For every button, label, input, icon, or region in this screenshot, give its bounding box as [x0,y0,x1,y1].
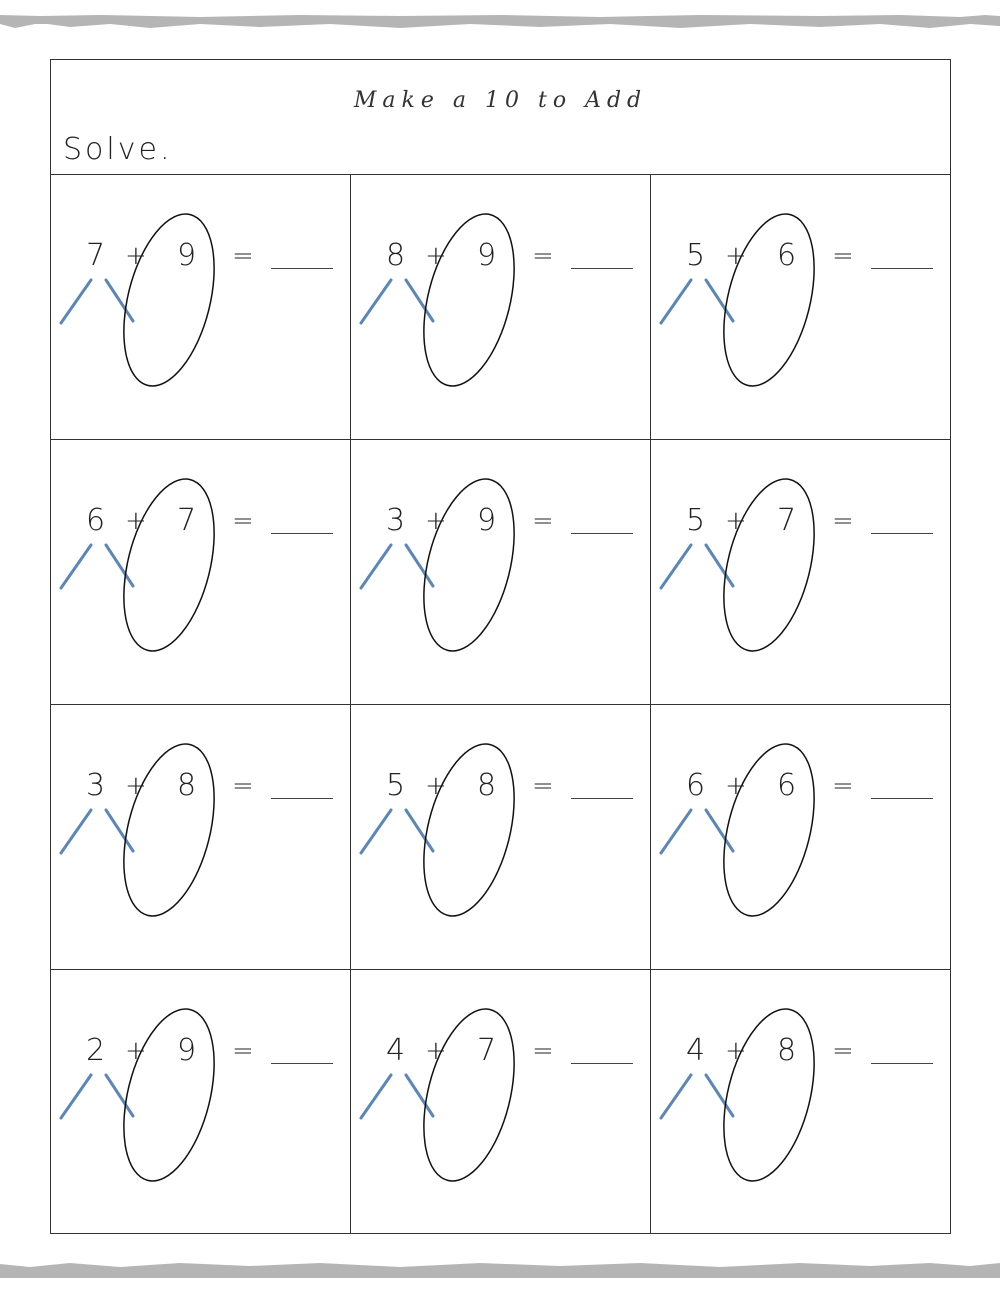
split-branch-left [361,1075,391,1118]
make-ten-diagram [51,705,351,970]
problem-grid [51,175,950,1233]
make-ten-diagram [51,970,351,1233]
equals-sign: = [832,506,854,536]
worksheet [50,59,951,1234]
answer-blank[interactable] [571,798,633,799]
second-addend: 6 [777,768,797,803]
split-branch-left [661,1075,691,1118]
first-addend: 6 [86,503,106,538]
torn-paper-edge-bottom [0,1258,1000,1284]
answer-blank[interactable] [871,1063,933,1064]
ten-frame-ellipse [408,1000,530,1191]
plus-sign: + [125,1036,147,1066]
split-branch-right [106,1075,133,1116]
first-addend: 5 [386,768,406,803]
make-ten-diagram [651,705,950,970]
split-branch-right [106,280,133,321]
first-addend: 6 [686,768,706,803]
plus-sign: + [725,1036,747,1066]
make-ten-diagram [651,970,950,1233]
first-addend: 4 [386,1033,406,1068]
split-branch-left [661,545,691,588]
make-ten-diagram [651,440,950,705]
plus-sign: + [425,771,447,801]
second-addend: 9 [177,238,197,273]
problem-cell [651,705,950,970]
problem-cell [351,705,651,970]
first-addend: 3 [386,503,406,538]
ten-frame-ellipse [408,735,530,926]
answer-blank[interactable] [871,268,933,269]
split-branch-left [61,280,91,323]
split-branch-right [406,280,433,321]
second-addend: 8 [477,768,497,803]
problem-cell [51,970,351,1233]
problem-cell [351,175,651,440]
split-branch-left [361,810,391,853]
split-branch-left [61,1075,91,1118]
first-addend: 4 [686,1033,706,1068]
instruction-text: Solve. [63,132,173,167]
split-branch-right [406,810,433,851]
equals-sign: = [832,771,854,801]
first-addend: 2 [86,1033,106,1068]
equals-sign: = [832,241,854,271]
make-ten-diagram [351,970,651,1233]
equals-sign: = [832,1036,854,1066]
answer-blank[interactable] [271,1063,333,1064]
split-branch-right [706,810,733,851]
split-branch-left [361,280,391,323]
ten-frame-ellipse [108,205,230,396]
equals-sign: = [232,506,254,536]
answer-blank[interactable] [571,533,633,534]
answer-blank[interactable] [871,798,933,799]
split-branch-right [106,545,133,586]
answer-blank[interactable] [571,268,633,269]
split-branch-right [406,1075,433,1116]
plus-sign: + [725,771,747,801]
make-ten-diagram [351,175,651,440]
split-branch-right [706,545,733,586]
first-addend: 3 [86,768,106,803]
make-ten-diagram [51,175,351,440]
plus-sign: + [725,506,747,536]
make-ten-diagram [51,440,351,705]
equals-sign: = [532,506,554,536]
problem-cell [51,705,351,970]
problem-cell [51,440,351,705]
split-branch-left [61,810,91,853]
second-addend: 8 [777,1033,797,1068]
ten-frame-ellipse [408,470,530,661]
split-branch-left [361,545,391,588]
ten-frame-ellipse [708,205,830,396]
plus-sign: + [125,506,147,536]
problem-cell [651,175,950,440]
split-branch-right [706,280,733,321]
plus-sign: + [725,241,747,271]
split-branch-left [661,810,691,853]
split-branch-right [106,810,133,851]
problem-cell [651,440,950,705]
answer-blank[interactable] [571,1063,633,1064]
second-addend: 9 [477,238,497,273]
problem-cell [51,175,351,440]
plus-sign: + [425,241,447,271]
second-addend: 9 [477,503,497,538]
worksheet-title: Make a 10 to Add [353,88,648,113]
problem-cell [351,440,651,705]
make-ten-diagram [351,705,651,970]
ten-frame-ellipse [708,470,830,661]
second-addend: 7 [177,503,197,538]
first-addend: 5 [686,503,706,538]
equals-sign: = [232,241,254,271]
equals-sign: = [232,771,254,801]
ten-frame-ellipse [708,1000,830,1191]
second-addend: 8 [177,768,197,803]
second-addend: 7 [777,503,797,538]
problem-cell [351,970,651,1233]
make-ten-diagram [651,175,950,440]
split-branch-right [706,1075,733,1116]
plus-sign: + [425,506,447,536]
equals-sign: = [532,241,554,271]
first-addend: 5 [686,238,706,273]
worksheet-header [51,60,950,175]
ten-frame-ellipse [108,1000,230,1191]
problem-cell [651,970,950,1233]
answer-blank[interactable] [271,798,333,799]
split-branch-right [406,545,433,586]
ten-frame-ellipse [708,735,830,926]
second-addend: 9 [177,1033,197,1068]
answer-blank[interactable] [271,268,333,269]
answer-blank[interactable] [871,533,933,534]
plus-sign: + [125,241,147,271]
first-addend: 8 [386,238,406,273]
answer-blank[interactable] [271,533,333,534]
second-addend: 6 [777,238,797,273]
second-addend: 7 [477,1033,497,1068]
equals-sign: = [232,1036,254,1066]
ten-frame-ellipse [108,470,230,661]
plus-sign: + [125,771,147,801]
make-ten-diagram [351,440,651,705]
equals-sign: = [532,1036,554,1066]
ten-frame-ellipse [408,205,530,396]
ten-frame-ellipse [108,735,230,926]
torn-paper-edge-top [0,10,1000,36]
first-addend: 7 [86,238,106,273]
split-branch-left [61,545,91,588]
equals-sign: = [532,771,554,801]
plus-sign: + [425,1036,447,1066]
split-branch-left [661,280,691,323]
